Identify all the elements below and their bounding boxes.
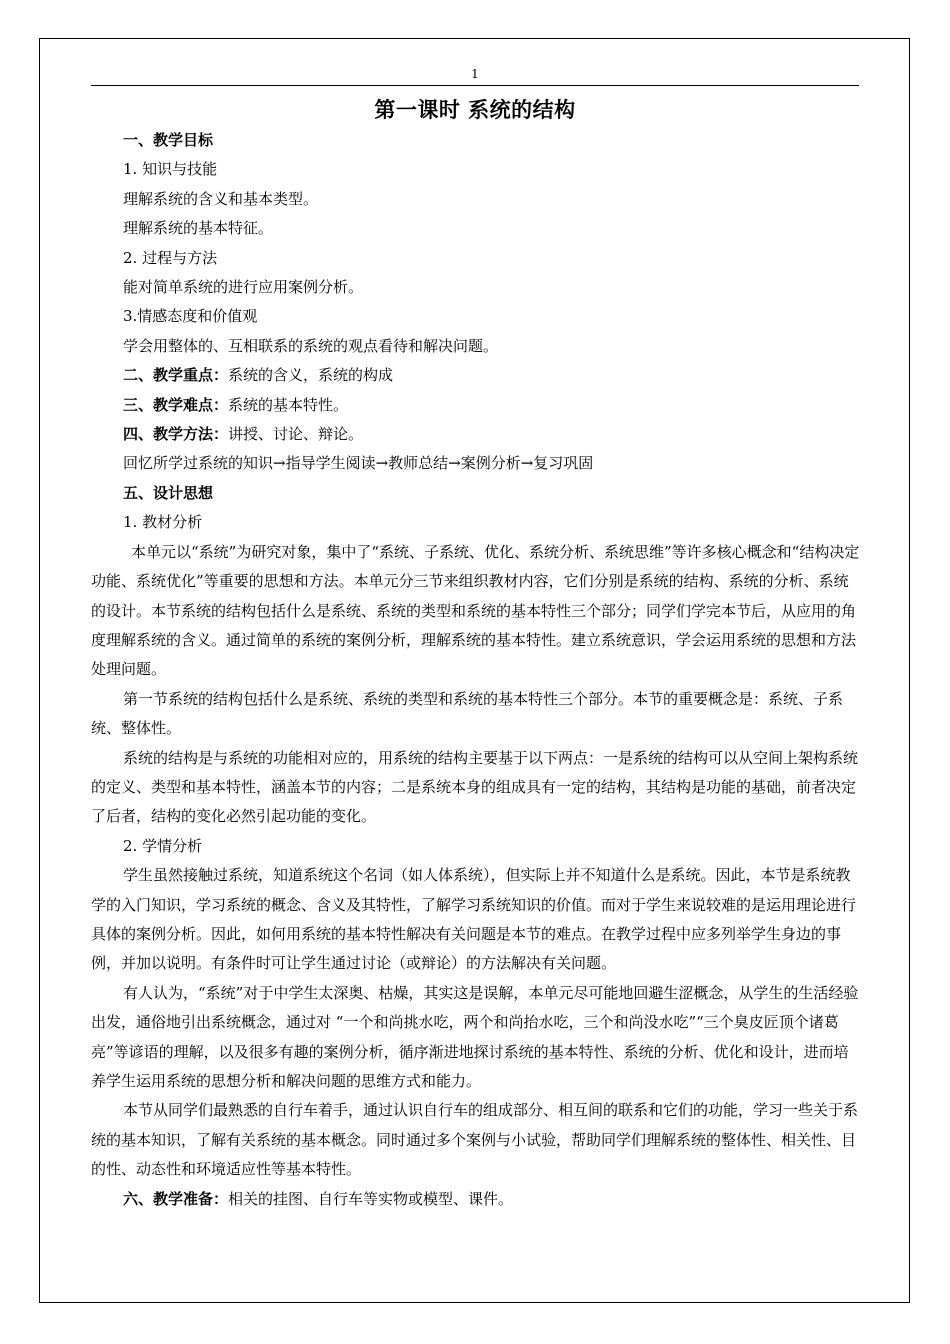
document-body (91, 126, 861, 1214)
section-difficulties (91, 391, 861, 420)
methods-text: 讲授、讨论、辩论。 (228, 425, 364, 444)
document-title: 第一课时 系统的结构 (374, 97, 576, 122)
preparation-heading: 六、教学准备： (123, 1189, 229, 1208)
section-methods (91, 420, 861, 449)
objective-knowledge-heading: 1. 知识与技能 (123, 160, 218, 179)
textbook-analysis-paragraph-3: 系统的结构是与系统的功能相对应的，用系统的结构主要基于以下两点：一是系统的结构可以从空间上架构系统的定义、类型和基本特性，涵盖本节的内容；二是系统本身的组成具有一定的结构，其结构是功能的基础，前者决定了后者，结构的变化必然引起功能的变化。 (91, 748, 859, 826)
methods-flow: 回忆所学过系统的知识→指导学生阅读→教师总结→案例分析→复习巩固 (123, 454, 594, 473)
key-points-text: 系统的含义，系统的构成 (228, 366, 394, 385)
difficulties-text: 系统的基本特性。 (228, 395, 349, 414)
objective-process-item: 能对简单系统的进行应用案例分析。 (123, 278, 364, 297)
objective-knowledge-item-1: 理解系统的含义和基本类型。 (123, 189, 319, 208)
objective-attitude-item: 学会用整体的、互相联系的系统的观点看待和解决问题。 (123, 336, 499, 355)
difficulties-heading: 三、教学难点： (123, 395, 229, 414)
student-analysis-paragraph-2: 有人认为，“系统”对于中学生太深奥、枯燥，其实这是误解，本单元尽可能地回避生涩概念，从学生的生活经验出发，通俗地引出系统概念，通过对 “一个和尚挑水吃，两个和尚抬水吃，三个和尚没水吃”“三个臭皮匠顶个诸葛亮”等谚语的理解，以及很多有趣的案例分析，循序渐进地探讨系统的基本特性、系统的分析、优化和设计，进而培养学生运用系统的思想分析和解决问题的思维方式和能力。 (91, 983, 859, 1090)
textbook-analysis-paragraph-1: 本单元以“系统”为研究对象，集中了“系统、子系统、优化、系统分析、系统思维”等许多核心概念和“结构决定功能、系统优化”等重要的思想和方法。本单元分三节来组织教材内容，它们分别是系统的结构、系统的分析、系统的设计。本节系统的结构包括什么是系统、系统的类型和系统的基本特性三个部分；同学们学完本节后，从应用的角度理解系统的含义。通过简单的系统的案例分析，理解系统的基本特性。建立系统意识，学会运用系统的思想和方法处理问题。 (91, 542, 860, 679)
page-number: 1 (471, 67, 479, 81)
student-analysis-heading: 2. 学情分析 (123, 836, 203, 855)
textbook-analysis-heading: 1. 教材分析 (123, 513, 203, 532)
student-analysis-paragraph-3: 本节从同学们最熟悉的自行车着手，通过认识自行车的组成部分、相互间的联系和它们的功能，学习一些关于系统的基本知识，了解有关系统的基本概念。同时通过多个案例与小试验，帮助同学们理解系统的整体性、相关性、目的性、动态性和环境适应性等基本特性。 (91, 1101, 859, 1179)
methods-heading: 四、教学方法： (123, 425, 229, 444)
objective-knowledge-item-2: 理解系统的基本特征。 (123, 219, 274, 238)
header-rule (91, 85, 859, 86)
section-heading-design: 五、设计思想 (123, 483, 214, 502)
preparation-text: 相关的挂图、自行车等实物或模型、课件。 (228, 1189, 514, 1208)
objective-process-heading: 2. 过程与方法 (123, 248, 218, 267)
section-heading-objectives: 一、教学目标 (123, 131, 214, 149)
section-key-points (91, 361, 861, 390)
objective-attitude-heading: 3.情感态度和价值观 (123, 307, 258, 326)
section-preparation (91, 1185, 861, 1214)
student-analysis-paragraph-1: 学生虽然接触过系统，知道系统这个名词（如人体系统），但实际上并不知道什么是系统。因此，本节是系统教学的入门知识，学习系统的概念、含义及其特性，了解学习系统知识的价值。而对于学生来说较难的是运用理论进行具体的案例分析。因此，如何用系统的基本特性解决有关问题是本节的难点。在教学过程中应多列举学生身边的事例，并加以说明。有条件时可让学生通过讨论（或辩论）的方法解决有关问题。 (91, 866, 857, 973)
textbook-analysis-paragraph-2: 第一节系统的结构包括什么是系统、系统的类型和系统的基本特性三个部分。本节的重要概念是：系统、子系统、整体性。 (91, 689, 844, 738)
key-points-heading: 二、教学重点： (123, 366, 229, 385)
